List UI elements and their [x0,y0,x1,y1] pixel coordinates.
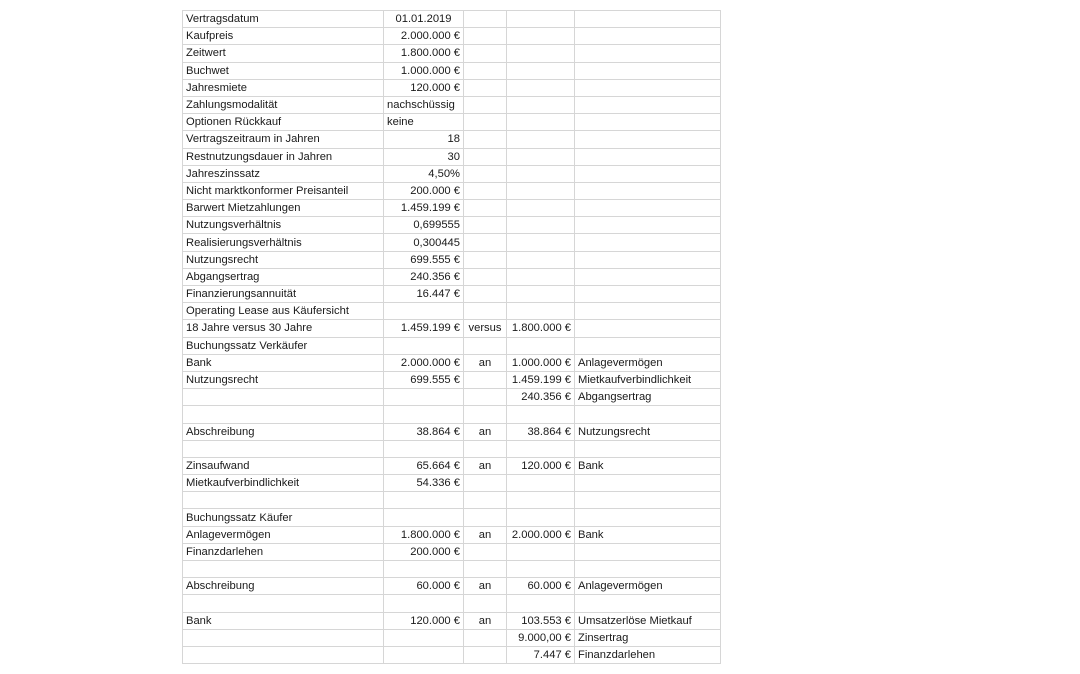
table-row [183,509,721,526]
account-cell[interactable]: Finanzdarlehen [575,646,721,663]
table-row [183,320,721,337]
label-cell[interactable]: 18 Jahre versus 30 Jahre [183,320,384,337]
value-cell[interactable] [384,406,464,423]
account-cell[interactable] [575,475,721,492]
operator-cell[interactable]: an [464,612,507,629]
value-cell[interactable]: 0,699555 [384,217,464,234]
table-row [183,629,721,646]
account-cell[interactable]: Mietkaufverbindlichkeit [575,371,721,388]
amount-cell[interactable] [507,165,575,182]
value-cell[interactable]: 699.555 € [384,251,464,268]
table-row [183,475,721,492]
label-cell[interactable] [183,561,384,578]
value-cell[interactable]: 240.356 € [384,268,464,285]
value-cell[interactable]: 1.459.199 € [384,320,464,337]
amount-cell[interactable] [507,509,575,526]
account-cell[interactable]: Abgangsertrag [575,389,721,406]
value-cell[interactable]: 120.000 € [384,612,464,629]
account-cell[interactable] [575,62,721,79]
label-cell[interactable]: Finanzierungsannuität [183,286,384,303]
value-cell[interactable]: 1.800.000 € [384,526,464,543]
amount-cell[interactable] [507,28,575,45]
label-cell[interactable] [183,406,384,423]
value-cell[interactable] [384,629,464,646]
value-cell[interactable]: 1.459.199 € [384,200,464,217]
amount-cell[interactable] [507,268,575,285]
label-cell[interactable]: Zahlungsmodalität [183,96,384,113]
operator-cell[interactable] [464,11,507,28]
label-cell[interactable] [183,629,384,646]
label-cell[interactable]: Kaufpreis [183,28,384,45]
amount-cell[interactable] [507,131,575,148]
value-cell[interactable] [384,595,464,612]
account-cell[interactable] [575,268,721,285]
account-cell[interactable] [575,114,721,131]
operator-cell[interactable] [464,96,507,113]
label-cell[interactable]: Zeitwert [183,45,384,62]
operator-cell[interactable]: an [464,457,507,474]
table-row [183,578,721,595]
table-row [183,561,721,578]
account-cell[interactable] [575,148,721,165]
amount-cell[interactable] [507,475,575,492]
value-cell[interactable]: 4,50% [384,165,464,182]
table-row [183,337,721,354]
amount-cell[interactable]: 1.800.000 € [507,320,575,337]
account-cell[interactable] [575,303,721,320]
amount-cell[interactable] [507,200,575,217]
table-row [183,28,721,45]
label-cell[interactable]: Bank [183,612,384,629]
label-cell[interactable]: Mietkaufverbindlichkeit [183,475,384,492]
operator-cell[interactable] [464,337,507,354]
amount-cell[interactable]: 1.459.199 € [507,371,575,388]
account-cell[interactable] [575,595,721,612]
amount-cell[interactable] [507,543,575,560]
account-cell[interactable] [575,182,721,199]
account-cell[interactable] [575,406,721,423]
amount-cell[interactable] [507,251,575,268]
value-cell[interactable] [384,389,464,406]
operator-cell[interactable] [464,200,507,217]
value-cell[interactable]: 65.664 € [384,457,464,474]
label-cell[interactable]: Nutzungsverhältnis [183,217,384,234]
value-cell[interactable] [384,646,464,663]
operator-cell[interactable]: an [464,526,507,543]
label-cell[interactable]: Restnutzungsdauer in Jahren [183,148,384,165]
account-cell[interactable] [575,200,721,217]
table-row [183,492,721,509]
table-row [183,406,721,423]
table-row [183,268,721,285]
operator-cell[interactable] [464,165,507,182]
amount-cell[interactable] [507,96,575,113]
label-cell[interactable]: Nutzungsrecht [183,371,384,388]
operator-cell[interactable] [464,389,507,406]
amount-cell[interactable] [507,595,575,612]
amount-cell[interactable] [507,234,575,251]
account-cell[interactable]: Bank [575,526,721,543]
table-row [183,543,721,560]
table-row [183,371,721,388]
account-cell[interactable] [575,165,721,182]
table-row [183,286,721,303]
operator-cell[interactable] [464,217,507,234]
amount-cell[interactable] [507,561,575,578]
label-cell[interactable]: Buchungssatz Verkäufer [183,337,384,354]
amount-cell[interactable] [507,286,575,303]
operator-cell[interactable] [464,509,507,526]
operator-cell[interactable] [464,79,507,96]
value-cell[interactable]: 200.000 € [384,543,464,560]
value-cell[interactable]: 120.000 € [384,79,464,96]
label-cell[interactable] [183,595,384,612]
table-row [183,96,721,113]
label-cell[interactable]: Jahreszinssatz [183,165,384,182]
table-row [183,423,721,440]
label-cell[interactable]: Abgangsertrag [183,268,384,285]
account-cell[interactable]: Anlagevermögen [575,578,721,595]
amount-cell[interactable] [507,182,575,199]
operator-cell[interactable] [464,543,507,560]
label-cell[interactable]: Zinsaufwand [183,457,384,474]
amount-cell[interactable] [507,114,575,131]
account-cell[interactable] [575,440,721,457]
operator-cell[interactable] [464,646,507,663]
account-cell[interactable]: Anlagevermögen [575,354,721,371]
value-cell[interactable]: 1.800.000 € [384,45,464,62]
account-cell[interactable]: Umsatzerlöse Mietkauf [575,612,721,629]
account-cell[interactable] [575,234,721,251]
value-cell[interactable]: 01.01.2019 [384,11,464,28]
table-row [183,526,721,543]
amount-cell[interactable] [507,148,575,165]
account-cell[interactable] [575,543,721,560]
operator-cell[interactable] [464,561,507,578]
amount-cell[interactable] [507,406,575,423]
value-cell[interactable]: 0,300445 [384,234,464,251]
operator-cell[interactable] [464,114,507,131]
table-row [183,217,721,234]
amount-cell[interactable]: 2.000.000 € [507,526,575,543]
operator-cell[interactable] [464,629,507,646]
value-cell[interactable] [384,561,464,578]
operator-cell[interactable] [464,182,507,199]
value-cell[interactable]: 1.000.000 € [384,62,464,79]
account-cell[interactable] [575,45,721,62]
table-row [183,45,721,62]
amount-cell[interactable] [507,62,575,79]
operator-cell[interactable]: an [464,423,507,440]
table-row [183,11,721,28]
table-row [183,612,721,629]
label-cell[interactable]: Abschreibung [183,423,384,440]
value-cell[interactable] [384,337,464,354]
amount-cell[interactable]: 103.553 € [507,612,575,629]
value-cell[interactable]: 200.000 € [384,182,464,199]
table-row [183,595,721,612]
account-cell[interactable] [575,79,721,96]
operator-cell[interactable] [464,148,507,165]
label-cell[interactable]: Nutzungsrecht [183,251,384,268]
account-cell[interactable] [575,217,721,234]
table-row [183,165,721,182]
amount-cell[interactable]: 120.000 € [507,457,575,474]
table-row [183,251,721,268]
operator-cell[interactable]: versus [464,320,507,337]
table-row [183,389,721,406]
label-cell[interactable]: Vertragsdatum [183,11,384,28]
label-cell[interactable]: Barwert Mietzahlungen [183,200,384,217]
operator-cell[interactable] [464,45,507,62]
account-cell[interactable] [575,320,721,337]
value-cell[interactable]: 60.000 € [384,578,464,595]
table-row [183,303,721,320]
spreadsheet-body [183,11,721,664]
amount-cell[interactable]: 38.864 € [507,423,575,440]
amount-cell[interactable]: 240.356 € [507,389,575,406]
amount-cell[interactable]: 9.000,00 € [507,629,575,646]
table-row [183,354,721,371]
operator-cell[interactable] [464,234,507,251]
table-row [183,131,721,148]
table-row [183,457,721,474]
value-cell[interactable]: keine [384,114,464,131]
label-cell[interactable] [183,492,384,509]
value-cell[interactable]: 2.000.000 € [384,354,464,371]
account-cell[interactable]: Bank [575,457,721,474]
spreadsheet-table [182,10,721,664]
amount-cell[interactable] [507,440,575,457]
table-row [183,79,721,96]
amount-cell[interactable] [507,45,575,62]
value-cell[interactable]: nachschüssig [384,96,464,113]
label-cell[interactable] [183,646,384,663]
account-cell[interactable]: Zinsertrag [575,629,721,646]
label-cell[interactable] [183,389,384,406]
operator-cell[interactable] [464,251,507,268]
label-cell[interactable]: Anlagevermögen [183,526,384,543]
label-cell[interactable] [183,440,384,457]
operator-cell[interactable] [464,406,507,423]
amount-cell[interactable]: 7.447 € [507,646,575,663]
operator-cell[interactable]: an [464,354,507,371]
amount-cell[interactable] [507,217,575,234]
value-cell[interactable]: 30 [384,148,464,165]
label-cell[interactable]: Buchungssatz Käufer [183,509,384,526]
value-cell[interactable] [384,440,464,457]
value-cell[interactable]: 699.555 € [384,371,464,388]
table-row [183,646,721,663]
operator-cell[interactable] [464,492,507,509]
table-row [183,114,721,131]
account-cell[interactable] [575,251,721,268]
label-cell[interactable]: Vertragszeitraum in Jahren [183,131,384,148]
operator-cell[interactable] [464,268,507,285]
label-cell[interactable]: Realisierungsverhältnis [183,234,384,251]
label-cell[interactable]: Jahresmiete [183,79,384,96]
table-row [183,182,721,199]
account-cell[interactable] [575,131,721,148]
value-cell[interactable]: 38.864 € [384,423,464,440]
operator-cell[interactable] [464,440,507,457]
table-row [183,148,721,165]
table-row [183,234,721,251]
value-cell[interactable]: 18 [384,131,464,148]
account-cell[interactable] [575,492,721,509]
operator-cell[interactable] [464,28,507,45]
amount-cell[interactable] [507,11,575,28]
operator-cell[interactable] [464,595,507,612]
operator-cell[interactable] [464,62,507,79]
label-cell[interactable]: Bank [183,354,384,371]
value-cell[interactable] [384,509,464,526]
operator-cell[interactable] [464,131,507,148]
operator-cell[interactable] [464,475,507,492]
account-cell[interactable] [575,286,721,303]
operator-cell[interactable] [464,286,507,303]
account-cell[interactable] [575,561,721,578]
value-cell[interactable]: 16.447 € [384,286,464,303]
value-cell[interactable] [384,492,464,509]
account-cell[interactable] [575,11,721,28]
amount-cell[interactable] [507,337,575,354]
account-cell[interactable] [575,28,721,45]
account-cell[interactable] [575,96,721,113]
amount-cell[interactable] [507,79,575,96]
amount-cell[interactable]: 1.000.000 € [507,354,575,371]
label-cell[interactable]: Operating Lease aus Käufersicht [183,303,384,320]
amount-cell[interactable] [507,492,575,509]
account-cell[interactable] [575,337,721,354]
table-row [183,200,721,217]
amount-cell[interactable] [507,303,575,320]
operator-cell[interactable] [464,371,507,388]
operator-cell[interactable] [464,303,507,320]
label-cell[interactable]: Optionen Rückkauf [183,114,384,131]
label-cell[interactable]: Finanzdarlehen [183,543,384,560]
label-cell[interactable]: Buchwet [183,62,384,79]
amount-cell[interactable]: 60.000 € [507,578,575,595]
operator-cell[interactable]: an [464,578,507,595]
value-cell[interactable] [384,303,464,320]
table-row [183,62,721,79]
table-row [183,440,721,457]
value-cell[interactable]: 2.000.000 € [384,28,464,45]
account-cell[interactable] [575,509,721,526]
label-cell[interactable]: Abschreibung [183,578,384,595]
label-cell[interactable]: Nicht marktkonformer Preisanteil [183,182,384,199]
account-cell[interactable]: Nutzungsrecht [575,423,721,440]
value-cell[interactable]: 54.336 € [384,475,464,492]
